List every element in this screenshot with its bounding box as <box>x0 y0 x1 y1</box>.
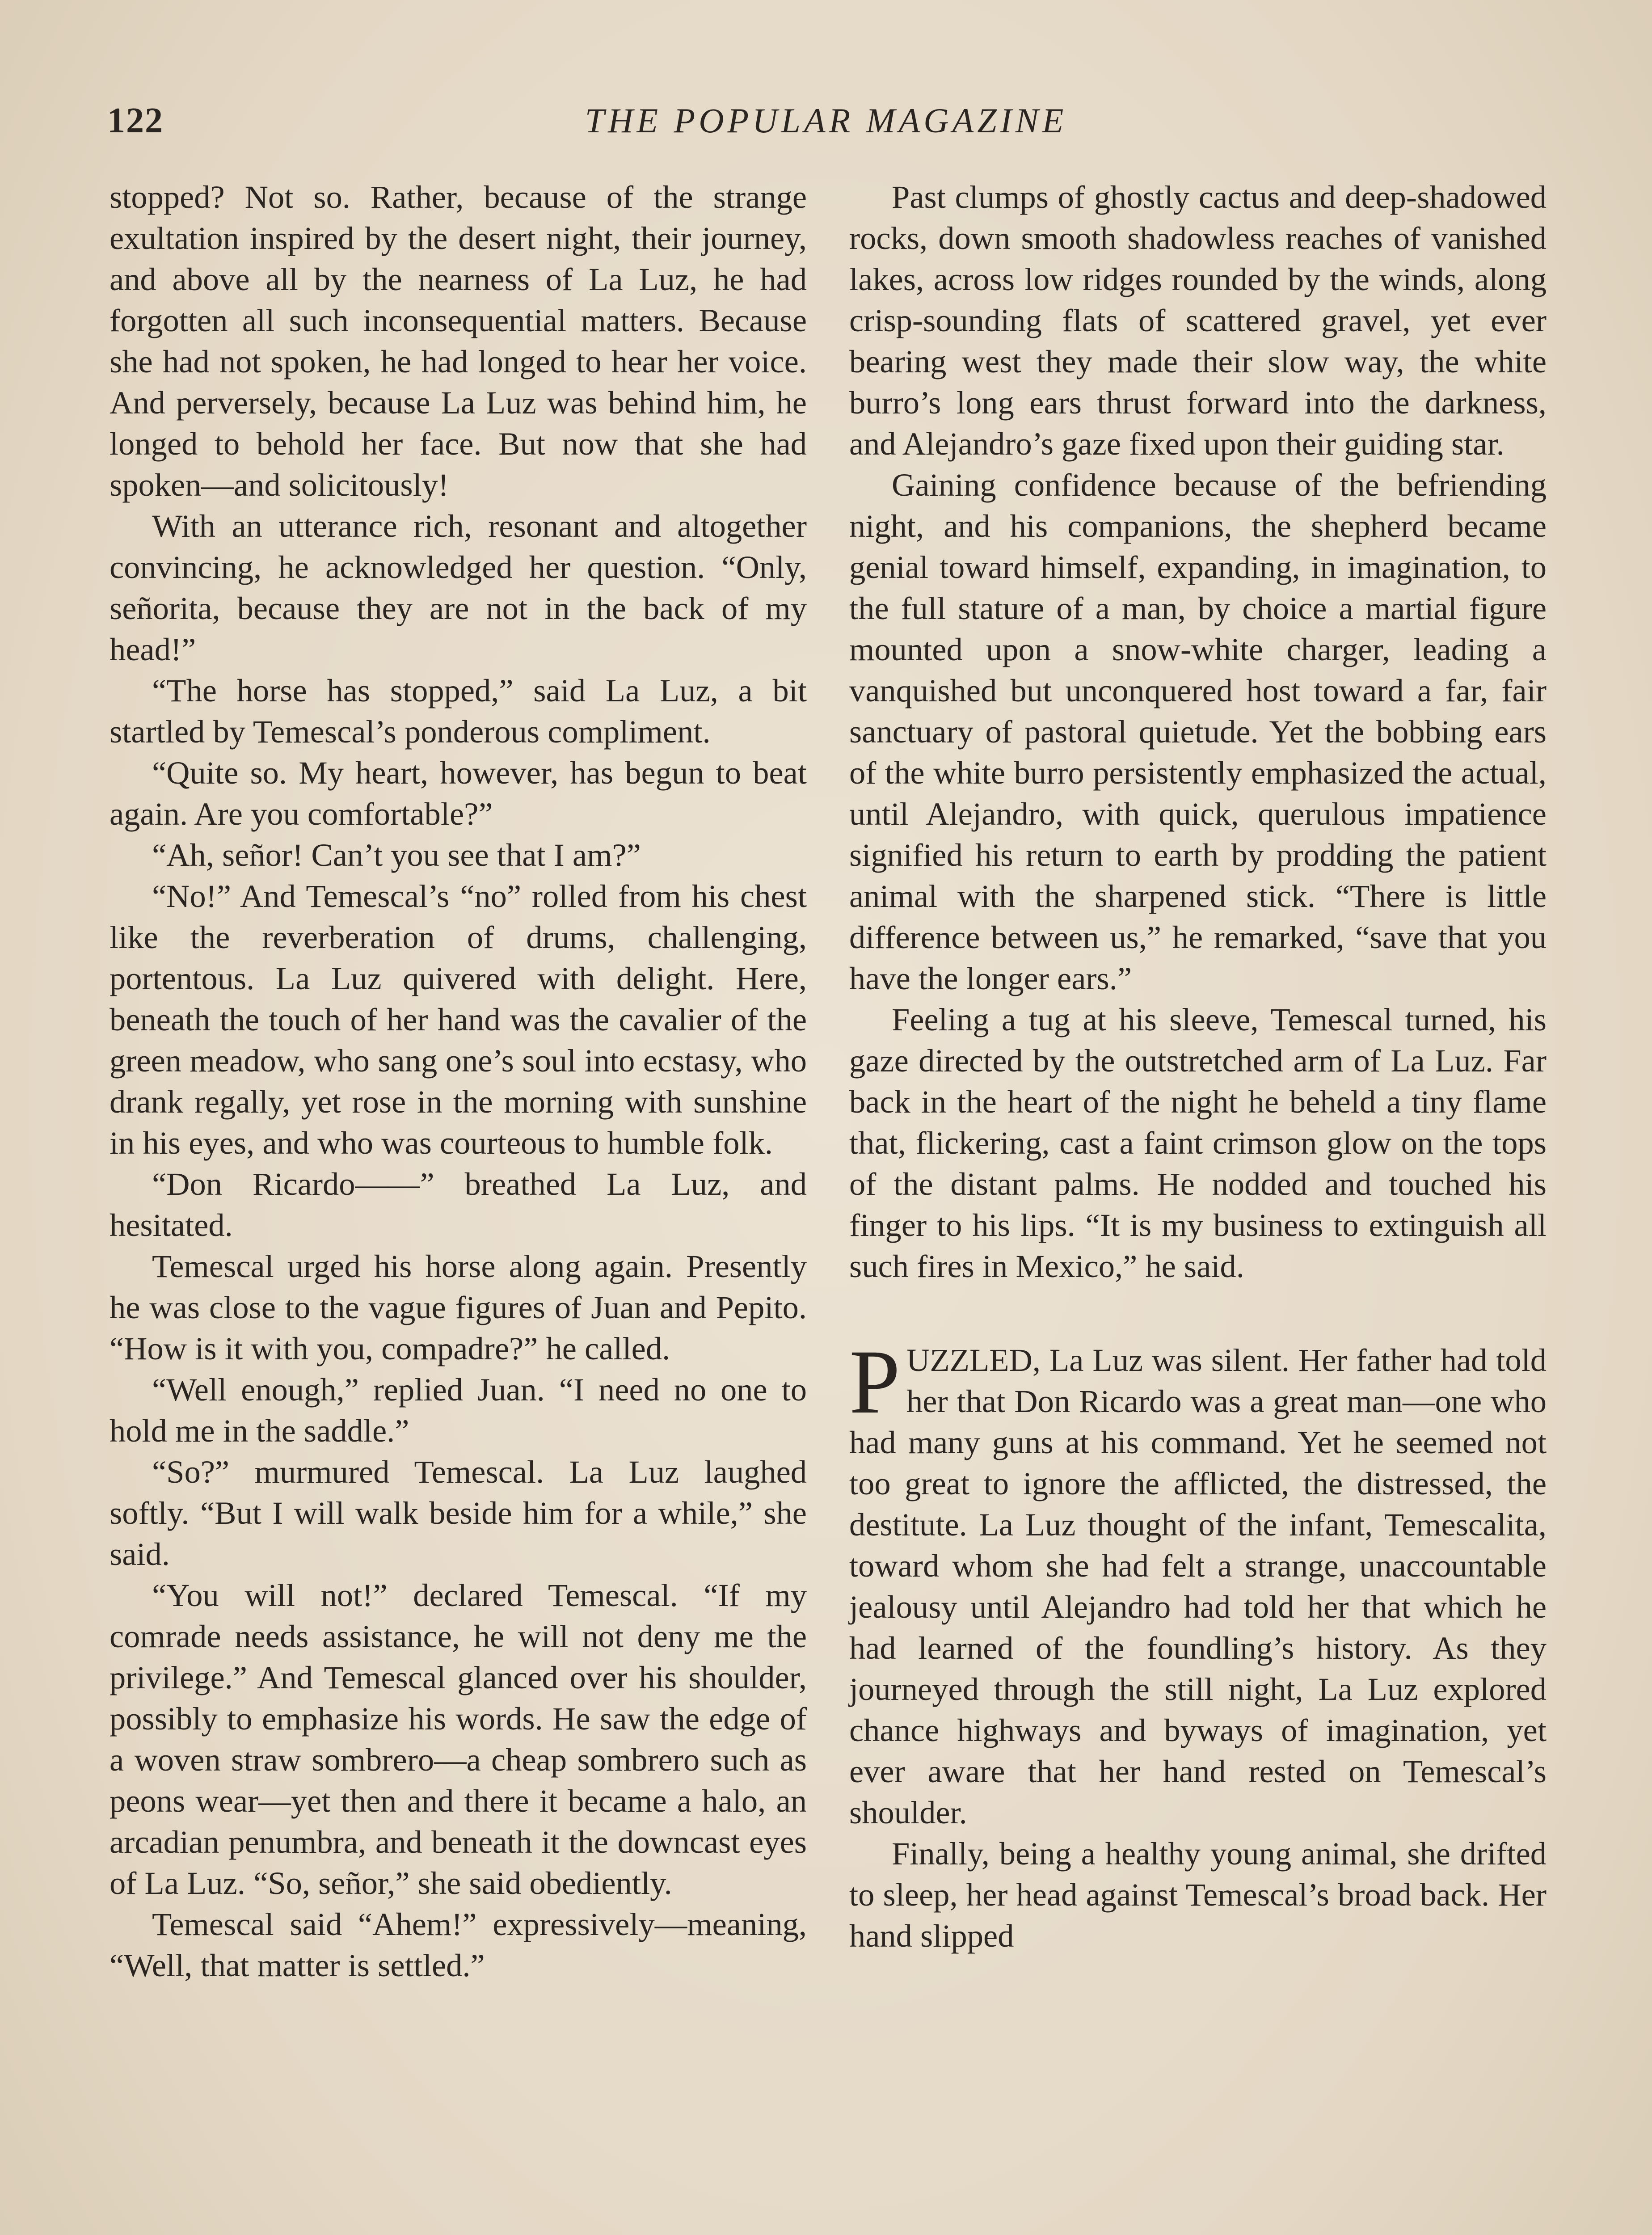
paragraph: Feeling a tug at his sleeve, Temescal turned, his gaze directed by the outstretched arm of La Luz. Far back in the heart of the night he beheld a tiny flame that, flickering, cast a faint crimson glow on the tops of the distant palms. He nodded and touched his finger to his lips. “It is my business to extinguish all such fires in Mexico,” he said. <box>849 1001 1547 1284</box>
paragraph: “Well enough,” replied Juan. “I need no one to hold me in the saddle.” <box>110 1371 807 1449</box>
paragraph: “The horse has stopped,” said La Luz, a bit startled by Temescal’s ponderous compliment. <box>110 672 807 750</box>
running-title: THE POPULAR MAGAZINE <box>585 101 1067 140</box>
paragraph: Gaining confidence because of the befriending night, and his companions, the shepherd became genial toward himself, expanding, in imagination, to the full stature of a man, by choice a martial figure mounted upon a snow-white charger, leading a vanquished but unconquered host toward a far, fair sanctuary of pastoral quietude. Yet the bobbing ears of the white burro persistently emphasized the actual, until Alejandro, with quick, querulous impatience signified his return to earth by prodding the patient animal with the sharpened stick. “There is little difference between us,” he remarked, “save that you have the longer ears.” <box>849 467 1547 996</box>
paragraph: Past clumps of ghostly cactus and deep-shadowed rocks, down smooth shadowless reaches of vanished lakes, across low ridges rounded by the winds, along crisp-sounding flats of scattered gravel, yet ever bearing west they made their slow way, the white burro’s long ears thrust forward into the darkness, and Alejandro’s gaze fixed upon their guiding star. <box>849 179 1547 462</box>
page-number: 122 <box>107 101 164 140</box>
paragraph: Finally, being a healthy young animal, she drifted to sleep, her head against Temescal’s broad back. Her hand slipped <box>849 1835 1547 1954</box>
paragraph: “You will not!” declared Temescal. “If my comrade needs assistance, he will not deny me the privilege.” And Temescal glanced over his shoulder, possibly to emphasize his words. He saw the edge of a woven straw sombrero—a cheap sombrero such as peons wear—yet then and there it became a halo, an arcadian penumbra, and beneath it the downcast eyes of La Luz. “So, señor,” she said obediently. <box>110 1577 807 1901</box>
paragraph: Temescal said “Ahem!” expressively—meaning, “Well, that matter is settled.” <box>110 1906 807 1983</box>
section-opening-paragraph <box>849 1331 1547 1833</box>
drop-cap: P <box>849 1331 901 1433</box>
page-header <box>107 101 1545 150</box>
paragraph: “Quite so. My heart, however, has begun to beat again. Are you comfortable?” <box>110 755 807 832</box>
right-column <box>849 177 1547 1957</box>
paragraph: stopped? Not so. Rather, because of the strange exultation inspired by the desert night, their journey, and above all by the nearness of La Luz, he had forgotten all such inconsequential matters. Because she had not spoken, he had longed to hear her voice. And perversely, because La Luz was behind him, he longed to behold her face. But now that she had spoken—and solicitously! <box>110 179 807 503</box>
paragraph: “No!” And Temescal’s “no” rolled from his chest like the reverberation of drums, challenging, portentous. La Luz quivered with delight. Here, beneath the touch of her hand was the cavalier of the green meadow, who sang one’s soul into ecstasy, who drank regally, yet rose in the morning with sunshine in his eyes, and who was courteous to humble folk. <box>110 878 807 1161</box>
left-column <box>110 177 807 1986</box>
paragraph: With an utterance rich, resonant and altogether convincing, he acknowledged her question. “Only, señorita, because they are not in the back of my head!” <box>110 508 807 667</box>
paragraph-text: UZZLED, La Luz was silent. Her father had told her that Don Ricardo was a great man—one who had many guns at his command. Yet he seemed not too great to ignore the afflicted, the distressed, the destitute. La Luz thought of the infant, Temescalita, toward whom she had felt a strange, unaccountable jealousy until Alejandro had told her that which he had learned of the foundling’s history. As they journeyed through the still night, La Luz explored chance highways and byways of imagination, yet ever aware that her hand rested on Temescal’s shoulder. <box>849 1342 1547 1830</box>
paragraph: Temescal urged his horse along again. Presently he was close to the vague figures of Juan and Pepito. “How is it with you, compadre?” he called. <box>110 1248 807 1366</box>
section-break <box>849 1287 1547 1340</box>
paragraph: “Don Ricardo——” breathed La Luz, and hesitated. <box>110 1166 807 1243</box>
paragraph: “Ah, señor! Can’t you see that I am?” <box>152 837 641 873</box>
paragraph: “So?” murmured Temescal. La Luz laughed softly. “But I will walk beside him for a while,” she said. <box>110 1454 807 1572</box>
